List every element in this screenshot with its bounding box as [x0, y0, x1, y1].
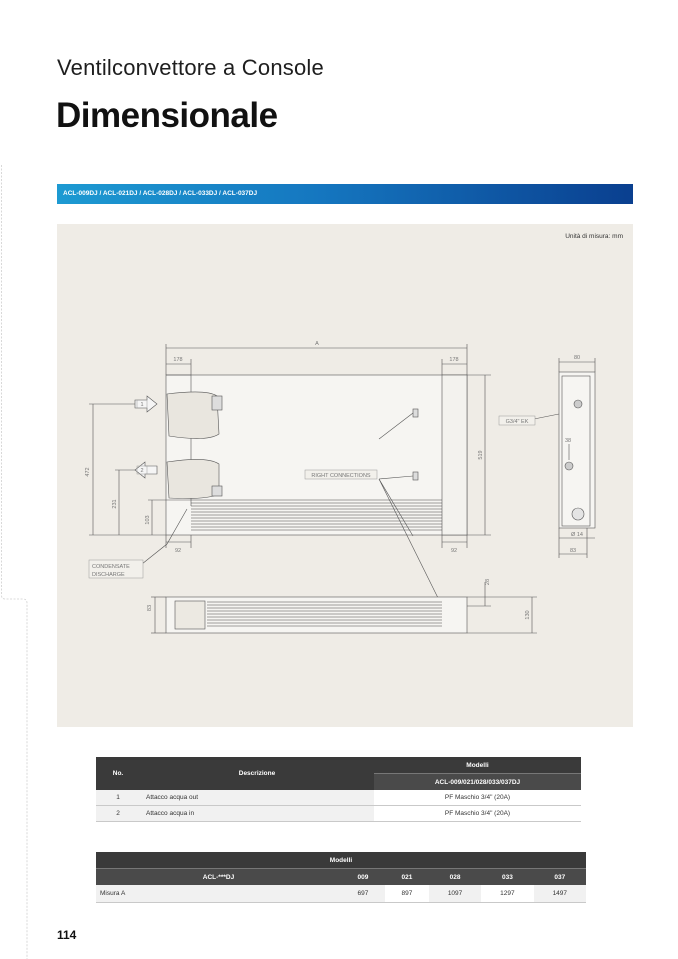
dimensions-table — [96, 852, 586, 903]
inlet-arrow-1 — [135, 396, 157, 412]
header-col-021: 021 — [385, 869, 429, 886]
dimension-drawing — [57, 224, 633, 727]
page-number: 114 — [57, 928, 77, 942]
inlet-label-1: 1 — [140, 402, 144, 408]
dim-92-left: 92 — [174, 548, 182, 554]
coil-lower — [167, 459, 219, 498]
side-drain — [572, 508, 584, 520]
row-value: PF Maschio 3/4" (20A) — [374, 790, 581, 806]
dim-83-side: 83 — [569, 548, 577, 554]
side-connection-lower — [565, 462, 573, 470]
valve-lower — [212, 486, 222, 496]
dim-130: 130 — [525, 610, 531, 620]
header-modelli: Modelli — [96, 852, 586, 869]
header-col-033: 033 — [481, 869, 533, 886]
row-no: 1 — [96, 790, 140, 806]
technical-drawing — [57, 224, 633, 727]
model-banner: ACL-009DJ / ACL-021DJ / ACL-028DJ / ACL-033DJ / ACL-037DJ — [57, 184, 633, 204]
value-028: 1097 — [429, 885, 481, 903]
header-no: No. — [96, 757, 140, 790]
row-no: 2 — [96, 806, 140, 822]
dim-a: A — [315, 341, 319, 347]
row-descrizione: Attacco acqua in — [140, 806, 374, 822]
row-value: PF Maschio 3/4" (20A) — [374, 806, 581, 822]
row-label: Misura A — [96, 885, 341, 903]
dim-519: 519 — [478, 450, 484, 460]
page-edge-decoration — [0, 165, 28, 959]
dim-28: 28 — [485, 578, 491, 586]
valve-upper — [212, 396, 222, 410]
header-modelli: Modelli — [374, 757, 581, 774]
value-033: 1297 — [481, 885, 533, 903]
page-title: Dimensionale — [56, 96, 278, 135]
dim-92-right: 92 — [450, 548, 458, 554]
dim-178-right: 178 — [449, 357, 459, 363]
coil-upper — [167, 392, 219, 439]
table-row — [96, 806, 581, 822]
condensate-label-1: CONDENSATE — [92, 564, 130, 570]
condensate-label-2: DISCHARGE — [92, 572, 125, 578]
side-connection-upper — [574, 400, 582, 408]
header-col-037: 037 — [534, 869, 586, 886]
dim-103: 103 — [145, 515, 151, 525]
header-model-code: ACL-***DJ — [96, 869, 341, 886]
front-view-right-panel — [442, 375, 467, 535]
page-subtitle: Ventilconvettore a Console — [57, 55, 324, 80]
value-037: 1497 — [534, 885, 586, 903]
table-row — [96, 885, 586, 903]
dim-d14: Ø 14 — [571, 532, 583, 538]
dim-83-bottom: 83 — [147, 604, 153, 612]
dim-38: 38 — [565, 438, 572, 444]
header-col-028: 028 — [429, 869, 481, 886]
inlet-label-2: 2 — [140, 468, 144, 474]
header-models-sub: ACL-009/021/028/033/037DJ — [374, 774, 581, 791]
dim-231: 231 — [112, 499, 118, 509]
bottom-view-body — [166, 597, 467, 633]
right-connections-label: RIGHT CONNECTIONS — [311, 473, 371, 479]
value-009: 697 — [341, 885, 385, 903]
connections-table — [96, 757, 581, 822]
unit-note: Unità di misura: mm — [565, 233, 623, 240]
dim-472: 472 — [85, 467, 91, 477]
value-021: 897 — [385, 885, 429, 903]
header-descrizione: Descrizione — [140, 757, 374, 790]
header-col-009: 009 — [341, 869, 385, 886]
dim-80: 80 — [573, 355, 581, 361]
row-descrizione: Attacco acqua out — [140, 790, 374, 806]
dim-178-left: 178 — [173, 357, 183, 363]
inlet-arrow-2 — [135, 462, 157, 478]
ek-label: G3/4" EK — [505, 419, 529, 425]
table-row — [96, 790, 581, 806]
side-view-body — [559, 372, 595, 528]
